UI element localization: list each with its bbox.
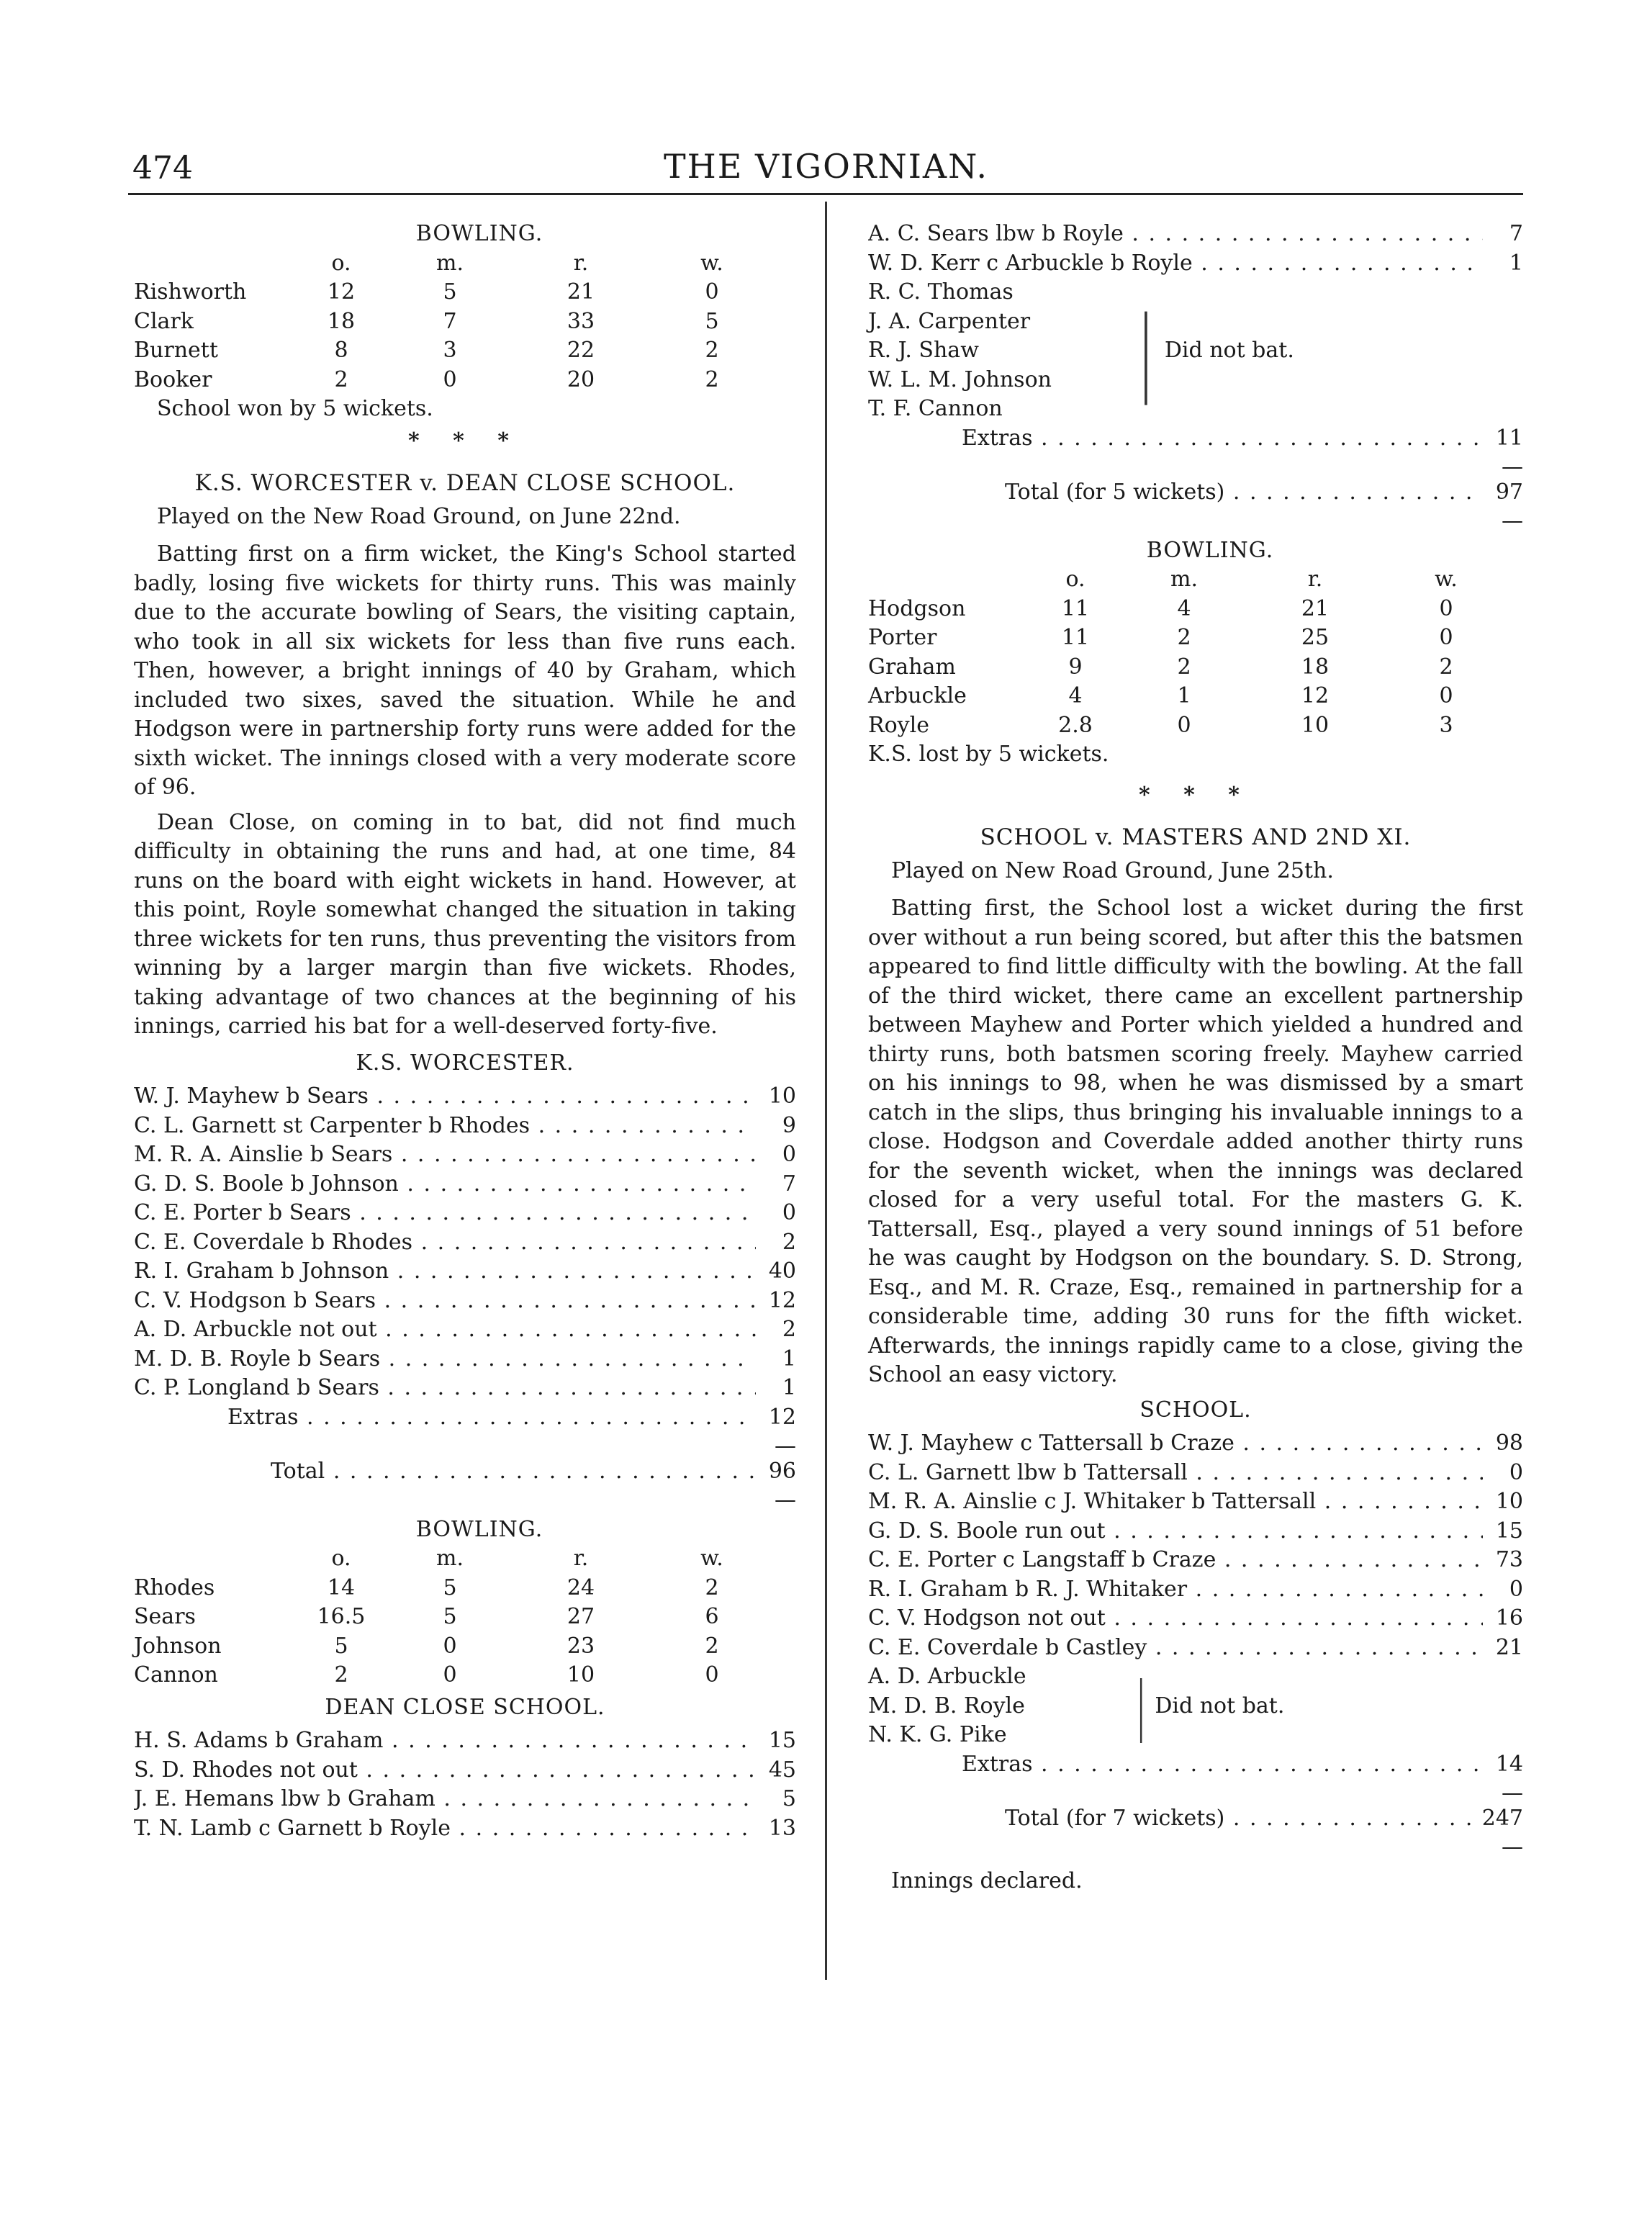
bowler-name: Porter <box>868 625 937 650</box>
match-report-paragraph: Batting first on a firm wicket, the King's School started badly, losing five wickets for thirty runs. This was mainly due to the accurate bowling of Sears, the visiting captain, who took in all six wickets for less than five runs each. Then, however, a bright innings of 40 by Graham, which included two sixes, saved the situation. While he and Hodgson were in partnership forty runs were added for the sixth wicket. The innings closed with a very moderate score of 96. <box>134 541 796 800</box>
match-title-text: SCHOOL v. MASTERS AND 2ND XI. <box>980 824 1412 850</box>
bowling-row <box>868 682 1523 711</box>
total-rule: — <box>775 1433 796 1459</box>
batsman-entry: C. L. Garnett lbw b Tattersall . . . <box>868 1459 1483 1488</box>
bowler-wickets: 0 <box>705 1662 719 1688</box>
bowler-maidens: 0 <box>443 1662 457 1688</box>
bowler-runs: 18 <box>1301 654 1330 680</box>
bowler-maidens: 5 <box>443 1574 457 1600</box>
extras-label: Extras . . . <box>134 1403 756 1433</box>
left-column <box>134 220 796 1843</box>
col-wickets: w. <box>700 250 723 276</box>
batsman-entry: W. J. Mayhew b Sears . . . <box>134 1082 756 1112</box>
did-not-bat-name: R. C. Thomas <box>868 279 1014 305</box>
bowling-columns <box>134 1544 796 1574</box>
bowler-runs: 20 <box>567 366 595 392</box>
batsman-runs: 12 <box>768 1287 796 1313</box>
bowler-name: Hodgson <box>868 595 966 621</box>
batting-card <box>868 220 1523 278</box>
total-rule: — <box>1502 1834 1523 1860</box>
bowling-row <box>868 595 1523 624</box>
batsman-entry: A. C. Sears lbw b Royle . . . <box>868 220 1483 249</box>
match-report-paragraph: Batting first, the School lost a wicket during the first over without a run being scored, but after this the batsmen appeared to find little difficulty with the bowling. At the fall of the third wicket, there came an excellent partnership between Mayhew and Porter which yielded a hundred and thirty runs, both batsmen scoring freely. Mayhew carried on his innings to 98, when he was dismissed by a smart catch in the slips, thus bringing his invaluable innings to a close. Hodgson and Coverdale added another thirty runs for the seventh wicket, when the innings was declared closed for a very useful total. For the masters G. K. Tattersall, Esq., played a very sound innings of 51 before he was caught by Hodgson on the boundary. S. D. Strong, Esq., and M. R. Craze, Esq., remained in partnership for a considerable time, adding 30 runs for the fifth wicket. Afterwards, the innings rapidly came to a close, giving the School an easy victory. <box>868 896 1523 1387</box>
total-label: Total . . . <box>134 1457 756 1487</box>
total-rule: — <box>775 1487 796 1513</box>
batsman-runs: 0 <box>1509 1576 1523 1602</box>
batsman-runs: 40 <box>768 1258 796 1284</box>
bowling-table <box>134 278 796 395</box>
bowling-row <box>134 307 796 337</box>
page-number: 474 <box>132 150 193 186</box>
batting-card <box>868 1429 1523 1662</box>
bowler-name: Booker <box>134 366 212 392</box>
batsman-entry: H. S. Adams b Graham . . . <box>134 1726 756 1756</box>
batting-row <box>868 1634 1523 1663</box>
col-runs: r. <box>573 1546 589 1571</box>
col-overs: o. <box>1065 567 1085 592</box>
batsman-runs: 98 <box>1495 1431 1523 1456</box>
batsman-runs: 1 <box>1509 250 1523 276</box>
batsman-entry: T. N. Lamb c Garnett b Royle . . . <box>134 1814 756 1844</box>
bowler-runs: 27 <box>567 1604 595 1629</box>
batsman-entry: R. I. Graham b Johnson . . . <box>134 1257 756 1287</box>
right-column <box>868 220 1523 1896</box>
bowling-row <box>134 336 796 366</box>
bowler-name: Johnson <box>134 1633 222 1659</box>
bowler-runs: 10 <box>567 1662 595 1688</box>
batsman-entry: J. E. Hemans lbw b Graham . . . <box>134 1785 756 1814</box>
bowler-name: Royle <box>868 712 929 738</box>
bowler-name: Rishworth <box>134 279 247 305</box>
batsman-entry: M. R. A. Ainslie b Sears . . . <box>134 1140 756 1170</box>
team-heading: DEAN CLOSE SCHOOL. <box>325 1694 605 1720</box>
batsman-runs: 1 <box>782 1375 796 1400</box>
bowler-overs: 12 <box>327 279 356 305</box>
batsman-runs: 13 <box>768 1815 796 1841</box>
batsman-runs: 2 <box>782 1317 796 1342</box>
batting-row <box>868 1546 1523 1575</box>
col-runs: r. <box>573 250 589 276</box>
bowler-overs: 2 <box>334 366 348 392</box>
bowler-maidens: 0 <box>443 1633 457 1659</box>
batsman-entry: G. D. S. Boole b Johnson . . . <box>134 1170 756 1199</box>
header-rule <box>128 193 1523 195</box>
total-row <box>868 1804 1523 1834</box>
extras-value: 11 <box>1495 425 1523 451</box>
batting-row <box>134 1112 796 1141</box>
batsman-runs: 1 <box>782 1346 796 1371</box>
bowler-wickets: 0 <box>1439 625 1453 650</box>
bowler-runs: 22 <box>567 338 595 363</box>
col-runs: r. <box>1307 567 1323 592</box>
section-stars: * * * <box>408 428 522 454</box>
match-result: K.S. lost by 5 wickets. <box>868 742 1109 767</box>
bowler-overs: 11 <box>1061 595 1090 621</box>
batsman-entry: R. I. Graham b R. J. Whitaker . . . <box>868 1575 1483 1605</box>
batting-row <box>868 1517 1523 1546</box>
batsman-entry: M. R. A. Ainslie c J. Whitaker b Tattersall . . . <box>868 1487 1483 1517</box>
bowler-overs: 18 <box>327 308 356 334</box>
match-title: K.S. WORCESTER v. DEAN CLOSE SCHOOL. <box>194 470 736 496</box>
col-maidens: m. <box>436 1546 464 1571</box>
total-label: Total (for 7 wickets) . . . <box>868 1804 1482 1834</box>
bowling-row <box>134 1661 796 1690</box>
did-not-bat-name: M. D. B. Royle <box>868 1693 1025 1718</box>
innings-declared: Innings declared. <box>891 1868 1083 1893</box>
total-rule: — <box>1502 454 1523 479</box>
batting-row <box>868 1429 1523 1459</box>
batting-row <box>134 1726 796 1756</box>
bowler-maidens: 1 <box>1177 683 1191 708</box>
bowler-maidens: 2 <box>1177 654 1191 680</box>
did-not-bat-block <box>868 278 1523 424</box>
batting-row <box>134 1814 796 1844</box>
extras-value: 12 <box>768 1404 796 1430</box>
batsman-runs: 10 <box>768 1084 796 1109</box>
did-not-bat-names <box>868 1662 1127 1750</box>
bowler-maidens: 7 <box>443 308 457 334</box>
bowler-maidens: 2 <box>1177 625 1191 650</box>
bowler-wickets: 2 <box>705 366 719 392</box>
bowler-wickets: 0 <box>1439 595 1453 621</box>
batsman-runs: 0 <box>782 1142 796 1167</box>
batting-row <box>134 1228 796 1258</box>
col-wickets: w. <box>1435 567 1458 592</box>
batsman-entry: C. E. Porter b Sears . . . <box>134 1199 756 1228</box>
extras-row <box>868 424 1523 454</box>
did-not-bat-label: Did not bat. <box>1155 1693 1285 1718</box>
bowler-wickets: 3 <box>1439 712 1453 738</box>
bowler-runs: 24 <box>567 1574 595 1600</box>
bowling-heading: BOWLING. <box>415 1516 543 1542</box>
batsman-runs: 2 <box>782 1229 796 1255</box>
batsman-runs: 73 <box>1495 1547 1523 1572</box>
extras-row <box>134 1403 796 1433</box>
batting-row <box>868 1604 1523 1634</box>
bowling-row <box>868 623 1523 653</box>
running-head: THE VIGORNIAN. <box>663 147 989 186</box>
bowler-maidens: 3 <box>443 338 457 363</box>
match-report-paragraph: Dean Close, on coming in to bat, did not find much difficulty in obtaining the runs and had, at one time, 84 runs on the board with eight wickets in hand. However, at this point, Royle somewhat changed the situation in taking three wickets for ten runs, thus preventing the visitors from winning by a larger margin than five wickets. Rhodes, taking advantage of two chances at the beginning of his innings, carried his bat for a well-deserved forty-five. <box>134 809 796 1039</box>
bowler-name: Graham <box>868 654 956 680</box>
bowler-runs: 25 <box>1301 625 1330 650</box>
match-title <box>868 823 1523 852</box>
did-not-bat-label: Did not bat. <box>1164 338 1294 363</box>
batsman-entry: C. E. Coverdale b Castley . . . <box>868 1634 1483 1663</box>
batting-row <box>868 249 1523 279</box>
did-not-bat-name: W. L. M. Johnson <box>868 366 1052 392</box>
bowling-row <box>868 653 1523 682</box>
batting-row <box>134 1345 796 1374</box>
batting-row <box>134 1374 796 1403</box>
col-wickets: w. <box>700 1546 723 1571</box>
batsman-entry: C. P. Longland b Sears . . . <box>134 1374 756 1403</box>
bowler-name: Rhodes <box>134 1574 215 1600</box>
section-stars: * * * <box>1139 782 1252 808</box>
bowler-maidens: 4 <box>1177 595 1191 621</box>
bowler-wickets: 6 <box>705 1604 719 1629</box>
bowler-maidens: 0 <box>443 366 457 392</box>
bowler-name: Cannon <box>134 1662 218 1688</box>
batsman-runs: 15 <box>1495 1518 1523 1544</box>
total-row <box>134 1457 796 1487</box>
bowler-wickets: 2 <box>705 338 719 363</box>
did-not-bat-name: J. A. Carpenter <box>868 308 1031 334</box>
bowling-row <box>134 366 796 395</box>
column-divider <box>825 202 827 1980</box>
batsman-runs: 10 <box>1495 1489 1523 1514</box>
bowler-maidens: 0 <box>1177 712 1191 738</box>
bowler-overs: 4 <box>1068 683 1083 708</box>
did-not-bat-name: N. K. G. Pike <box>868 1722 1007 1747</box>
batting-row <box>134 1287 796 1316</box>
batting-row <box>134 1140 796 1170</box>
bowling-columns <box>868 565 1523 595</box>
batting-row <box>868 220 1523 249</box>
col-overs: o. <box>331 250 351 276</box>
batting-card <box>134 1726 796 1843</box>
batsman-entry: G. D. S. Boole run out . . . <box>868 1517 1483 1546</box>
bowling-row <box>134 1574 796 1603</box>
bowler-overs: 14 <box>327 1574 356 1600</box>
col-overs: o. <box>331 1546 351 1571</box>
bowler-overs: 16.5 <box>317 1604 366 1629</box>
batsman-runs: 7 <box>1509 221 1523 246</box>
total-value: 97 <box>1495 479 1523 505</box>
bowling-table <box>134 1574 796 1690</box>
batsman-entry: C. V. Hodgson not out . . . <box>868 1604 1483 1634</box>
did-not-bat-name: R. J. Shaw <box>868 338 979 363</box>
batting-row <box>134 1170 796 1199</box>
col-maidens: m. <box>1170 567 1198 592</box>
bowler-runs: 23 <box>567 1633 595 1659</box>
bowler-overs: 2.8 <box>1058 712 1093 738</box>
bowler-wickets: 2 <box>1439 654 1453 680</box>
batsman-runs: 9 <box>782 1112 796 1138</box>
bowler-overs: 11 <box>1061 625 1090 650</box>
bowler-wickets: 2 <box>705 1574 719 1600</box>
bowling-columns <box>134 249 796 279</box>
bowling-table <box>868 595 1523 741</box>
batting-row <box>868 1487 1523 1517</box>
batsman-entry: A. D. Arbuckle not out . . . <box>134 1315 756 1345</box>
batsman-runs: 7 <box>782 1171 796 1197</box>
batting-card <box>134 1082 796 1403</box>
brace: | <box>1137 1667 1145 1744</box>
batsman-entry: W. D. Kerr c Arbuckle b Royle . . . <box>868 249 1483 279</box>
bowler-name: Burnett <box>134 338 218 363</box>
did-not-bat-name: T. F. Cannon <box>868 396 1003 421</box>
bowling-row <box>134 278 796 307</box>
bowler-runs: 12 <box>1301 683 1330 708</box>
batsman-entry: W. J. Mayhew c Tattersall b Craze . . . <box>868 1429 1483 1459</box>
extras-label: Extras . . . <box>868 424 1483 454</box>
batsman-entry: M. D. B. Royle b Sears . . . <box>134 1345 756 1374</box>
brace: | <box>1140 296 1152 406</box>
batsman-runs: 15 <box>768 1728 796 1753</box>
bowler-wickets: 0 <box>705 279 719 305</box>
total-value: 96 <box>768 1458 796 1484</box>
batting-row <box>134 1257 796 1287</box>
bowler-name: Clark <box>134 308 194 334</box>
match-venue: Played on the New Road Ground, on June 22nd. <box>157 503 681 529</box>
did-not-bat-names <box>868 278 1127 424</box>
bowler-runs: 21 <box>567 279 595 305</box>
bowler-runs: 21 <box>1301 595 1330 621</box>
bowler-wickets: 0 <box>1439 683 1453 708</box>
batsman-entry: S. D. Rhodes not out . . . <box>134 1756 756 1785</box>
total-row <box>868 478 1523 508</box>
bowler-overs: 5 <box>334 1633 348 1659</box>
did-not-bat-block <box>868 1662 1523 1750</box>
batting-row <box>134 1785 796 1814</box>
bowling-heading: BOWLING. <box>415 221 543 246</box>
batting-row <box>134 1082 796 1112</box>
total-value: 247 <box>1481 1805 1523 1831</box>
bowler-maidens: 5 <box>443 279 457 305</box>
batting-row <box>868 1459 1523 1488</box>
bowler-maidens: 5 <box>443 1604 457 1629</box>
bowling-heading: BOWLING. <box>1146 537 1274 563</box>
bowler-wickets: 5 <box>705 308 719 334</box>
extras-row <box>868 1750 1523 1780</box>
bowler-runs: 10 <box>1301 712 1330 738</box>
total-label: Total (for 5 wickets) . . . <box>868 478 1483 508</box>
team-heading: SCHOOL. <box>1139 1397 1252 1423</box>
batting-row <box>868 1575 1523 1605</box>
match-result: School won by 5 wickets. <box>157 396 433 421</box>
batsman-runs: 21 <box>1495 1634 1523 1660</box>
batsman-runs: 16 <box>1495 1605 1523 1631</box>
batsman-runs: 5 <box>782 1786 796 1811</box>
batsman-entry: C. V. Hodgson b Sears . . . <box>134 1287 756 1316</box>
match-venue: Played on New Road Ground, June 25th. <box>891 857 1334 883</box>
team-heading: K.S. WORCESTER. <box>356 1050 574 1076</box>
batsman-runs: 0 <box>1509 1459 1523 1485</box>
batsman-entry: C. L. Garnett st Carpenter b Rhodes . . . <box>134 1112 756 1141</box>
bowling-row <box>134 1603 796 1632</box>
bowler-wickets: 2 <box>705 1633 719 1659</box>
bowler-overs: 2 <box>334 1662 348 1688</box>
extras-label: Extras . . . <box>868 1750 1483 1780</box>
batting-row <box>134 1315 796 1345</box>
batsman-runs: 0 <box>782 1200 796 1225</box>
col-maidens: m. <box>436 250 464 276</box>
total-rule: — <box>1502 508 1523 533</box>
bowler-overs: 8 <box>334 338 348 363</box>
bowling-row <box>868 711 1523 741</box>
did-not-bat-name: A. D. Arbuckle <box>868 1664 1026 1689</box>
batting-row <box>134 1199 796 1228</box>
bowling-row <box>134 1632 796 1662</box>
total-rule: — <box>1502 1780 1523 1806</box>
bowler-runs: 33 <box>567 308 595 334</box>
bowler-name: Sears <box>134 1604 196 1629</box>
batsman-runs: 45 <box>768 1757 796 1783</box>
bowler-name: Arbuckle <box>868 683 967 708</box>
extras-value: 14 <box>1495 1751 1523 1777</box>
batsman-entry: C. E. Porter c Langstaff b Craze . . . <box>868 1546 1483 1575</box>
bowler-overs: 9 <box>1068 654 1083 680</box>
batsman-entry: C. E. Coverdale b Rhodes . . . <box>134 1228 756 1258</box>
batting-row <box>134 1756 796 1785</box>
